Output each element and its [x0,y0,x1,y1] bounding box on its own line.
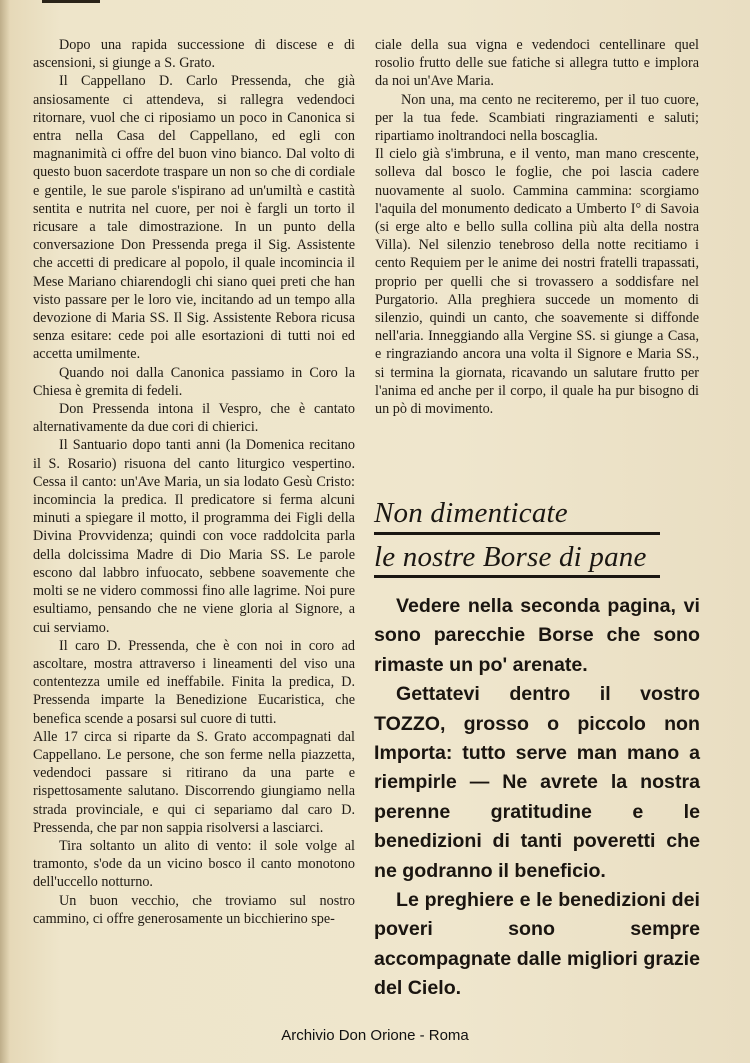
left-paragraph-2: Il Cappellano D. Carlo Pressenda, che già ansiosamente ci attendeva, si rallegra vedendoci ritornare, vuol che ci riposiamo un poco in Canonica si entra nella Casa del Cappellano, ed egli con magnanimità ci offre del buon vino bianco. Dal volto di questo buon sacerdote traspare un non so che di cordiale e gentile, le sue parole s'ispirano ad un'umiltà e castità sentita e nutrita nel cuore, per noi è fargli un torto il ricusare a tale dimostrazione. In un punto della conversazione Don Pressenda prega il Sig. Assistente che accetti di predicare al popolo, il quale incomincia il Mese Mariano chiarendogli chi siano quei preti che han visto passare per le loro vie, incitando ad un tempo alla devozione di Maria SS. Il Sig. Assistente Rebora ricusa senza esitare: cede poi alle esortazioni di tutti noi ed accetta umilmente. [33,73,355,363]
right-paragraph-2: Non una, ma cento ne reciteremo, per il tuo cuore, per la tua fede. Scambiati ringraziamenti e saluti; ripartiamo inoltrandoci nella boscaglia. [375,91,699,145]
appeal-box [374,592,700,1004]
left-column [33,36,355,928]
left-paragraph-6: Il caro D. Pressenda, che è con noi in coro ad ascoltare, mostra attraverso i lineamenti del viso una contentezza umile ed ineffabile. Finita la predica, D. Pressenda imparte la Benedizione Eucaristica, che benefica scende a posarsi sul cuore di tutti. [33,637,355,727]
top-edge-mark [42,0,100,3]
left-paragraph-9: Un buon vecchio, che troviamo sul nostro cammino, ci offre generosamente un bicchierino spe- [33,892,355,927]
right-column [375,36,699,418]
left-paragraph-7: Alle 17 circa si riparte da S. Grato accompagnati dal Cappellano. Le persone, che son ferme nella piazzetta, vedendoci passare si ritirano da una parte e rispettosamente salutano. Discorrendo giungiamo nella strada provinciale, e qui ci separiamo dal caro D. Pressenda, che par non sappia risolversi a lasciarci. [33,728,355,836]
appeal-paragraph-2: Gettatevi dentro il vostro TOZZO, grosso o piccolo non Importa: tutto serve man mano a riempirle — Ne avrete la nostra perenne gratitudine e le benedizioni di tanti poveretti che ne godranno il beneficio. [374,683,700,882]
appeal-paragraph-1: Vedere nella seconda pagina, vi sono parecchie Borse che sono rimaste un po' arenate. [374,595,700,676]
headline-line-1: Non dimenticate [374,497,568,529]
right-paragraph-3: Il cielo già s'imbruna, e il vento, man mano crescente, solleva dal bosco le foglie, che poi lascia cadere nuovamente al suolo. Cammina cammina: scorgiamo l'aquila del monumento dedicato a Umberto I° di Savoia (si erge alto e bello sulla collina più alta della nostra Villa). Nel silenzio tenebroso della notte recitiamo i cento Requiem per le anime dei nostri fratelli trapassati, proprio per quelli che si trovassero a soddisfare nel Purgatorio. Alla preghiera succede un momento di silenzio, quindi un canto, che soavemente si diffonde nell'aria. Inneggiando alla Vergine SS. si giunge a Casa, e ringraziando ancora una volta il Signore e Maria SS., si termina la giornata, ricavando un salutare frutto per l'anima ed anche per il corpo, il quale ha pur bisogno di un pò di movimento. [375,146,699,418]
left-paragraph-5: Il Santuario dopo tanti anni (la Domenica recitano il S. Rosario) risuona del canto liturgico vespertino. Cessa il canto: un'Ave Maria, un sia lodato Gesù Cristo: incomincia la predica. Il predicatore si ferma alcuni minuti a spiegare il motto, il programma dei Figli della Divina Provvidenza; quindi con voce raddolcita parla della dolcissima Madre di Dio Maria SS. Le parole escono dal labbro infuocato, sebbene soavemente che molti se ne videro commossi fino alle lagrime. Noi pure esultiamo, pensando che ne viene gloria al Signore, a cui serviamo. [33,437,355,636]
left-paragraph-3: Quando noi dalla Canonica passiamo in Coro la Chiesa è gremita di fedeli. [33,364,355,399]
right-paragraph-1: ciale della sua vigna e vedendoci centellinare quel rosolio frutto delle sue fatiche si allegra tutto e implora da noi un'Ave Maria. [375,37,699,90]
headline-underline-2 [374,575,660,578]
page-edge-shadow [0,0,10,1063]
headline-line-2: le nostre Borse di pane [374,541,647,573]
headline-underline-1 [374,532,660,535]
left-paragraph-8: Tira soltanto un alito di vento: il sole volge al tramonto, s'ode da un vicino bosco il canto monotono dell'uccello notturno. [33,837,355,891]
appeal-paragraph-3: Le preghiere e le benedizioni dei poveri sono sempre accompagnate dalle migliori grazie del Cielo. [374,889,700,1000]
left-paragraph-4: Don Pressenda intona il Vespro, che è cantato alternativamente da due cori di chierici. [33,401,355,436]
left-paragraph-1: Dopo una rapida successione di discese e di ascensioni, si giunge a S. Grato. [33,37,355,72]
archive-footer: Archivio Don Orione - Roma [281,1027,469,1044]
